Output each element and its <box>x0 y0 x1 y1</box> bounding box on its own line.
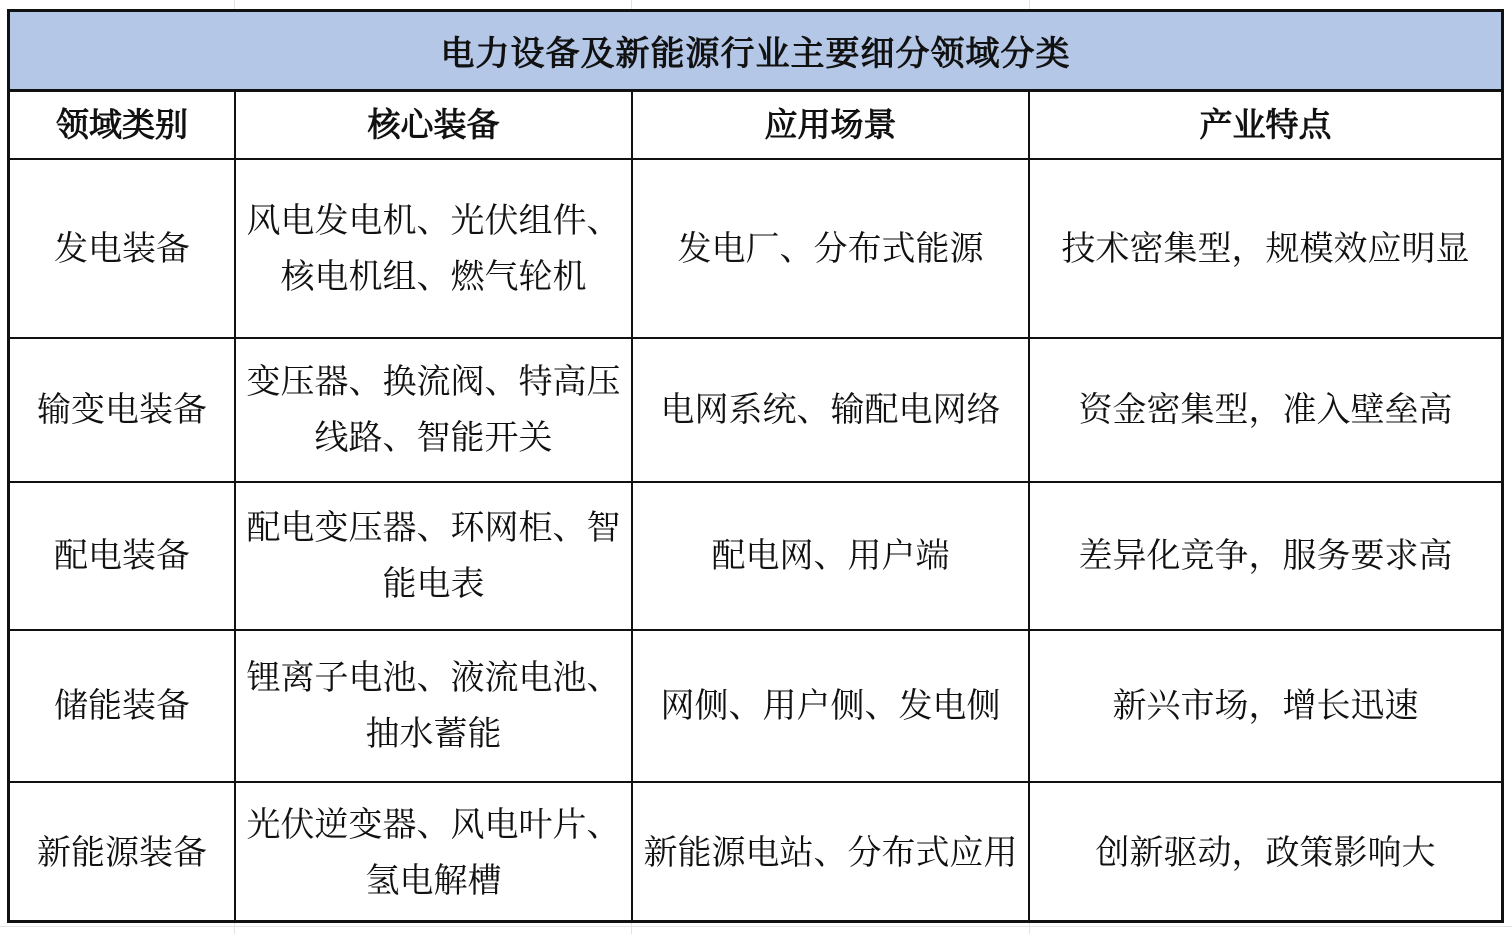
table-row <box>10 630 1501 782</box>
cell-domain-category[interactable]: 输变电装备 <box>10 338 235 482</box>
header-domain-category[interactable]: 领域类别 <box>10 92 235 159</box>
cell-industry-features[interactable]: 创新驱动，政策影响大 <box>1029 782 1501 923</box>
table-row <box>10 338 1501 482</box>
cell-domain-category[interactable]: 发电装备 <box>10 159 235 338</box>
cell-application-scenario[interactable]: 发电厂、分布式能源 <box>632 159 1029 338</box>
header-application-scenario[interactable]: 应用场景 <box>632 92 1029 159</box>
cell-application-scenario[interactable]: 网侧、用户侧、发电侧 <box>632 630 1029 782</box>
data-table <box>10 92 1501 923</box>
table-row <box>10 482 1501 630</box>
classification-table <box>7 9 1504 923</box>
table-title: 电力设备及新能源行业主要细分领域分类 <box>440 34 1071 74</box>
cell-core-equipment[interactable]: 光伏逆变器、风电叶片、氢电解槽 <box>235 782 632 923</box>
cell-application-scenario[interactable]: 电网系统、输配电网络 <box>632 338 1029 482</box>
cell-domain-category[interactable]: 储能装备 <box>10 630 235 782</box>
cell-industry-features[interactable]: 新兴市场，增长迅速 <box>1029 630 1501 782</box>
header-row <box>10 92 1501 159</box>
header-core-equipment[interactable]: 核心装备 <box>235 92 632 159</box>
cell-domain-category[interactable]: 配电装备 <box>10 482 235 630</box>
table-row <box>10 782 1501 923</box>
cell-application-scenario[interactable]: 新能源电站、分布式应用 <box>632 782 1029 923</box>
cell-industry-features[interactable]: 资金密集型，准入壁垒高 <box>1029 338 1501 482</box>
cell-application-scenario[interactable]: 配电网、用户端 <box>632 482 1029 630</box>
cell-domain-category[interactable]: 新能源装备 <box>10 782 235 923</box>
cell-industry-features[interactable]: 差异化竞争，服务要求高 <box>1029 482 1501 630</box>
table-title-row[interactable] <box>10 12 1501 92</box>
cell-industry-features[interactable]: 技术密集型，规模效应明显 <box>1029 159 1501 338</box>
cell-core-equipment[interactable]: 变压器、换流阀、特高压线路、智能开关 <box>235 338 632 482</box>
cell-core-equipment[interactable]: 风电发电机、光伏组件、核电机组、燃气轮机 <box>235 159 632 338</box>
table-row <box>10 159 1501 338</box>
cell-core-equipment[interactable]: 配电变压器、环网柜、智能电表 <box>235 482 632 630</box>
header-industry-features[interactable]: 产业特点 <box>1029 92 1501 159</box>
cell-core-equipment[interactable]: 锂离子电池、液流电池、抽水蓄能 <box>235 630 632 782</box>
gridline <box>0 926 1512 927</box>
